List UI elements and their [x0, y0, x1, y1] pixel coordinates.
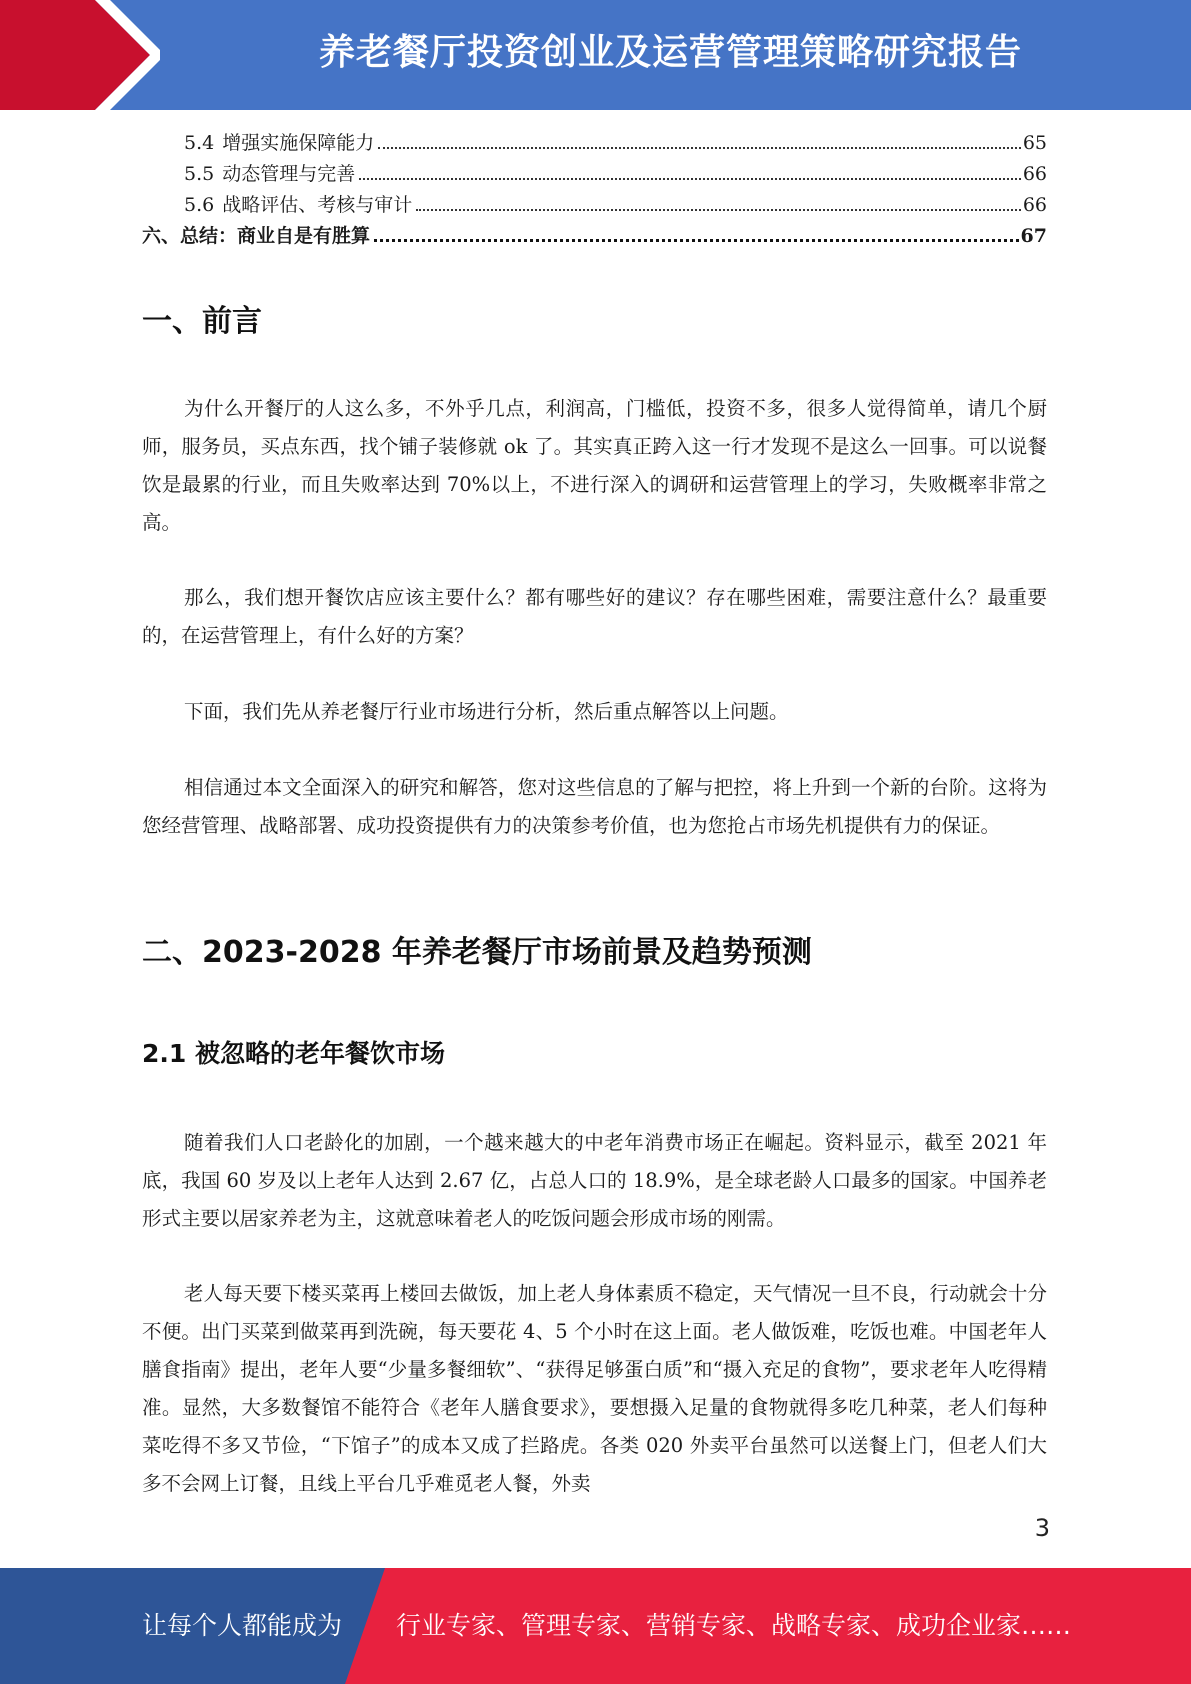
section-heading-market-outlook: 二、2023-2028 年养老餐厅市场前景及趋势预测: [142, 935, 812, 970]
paragraph: 为什么开餐厅的人这么多，不外乎几点，利润高，门槛低，投资不多，很多人觉得简单，请几个厨师，服务员，买点东西，找个铺子装修就 ok 了。其实真正跨入这一行才发现不是这么一回事。可以说餐饮是最累的行业，而且失败率达到 70%以上，不进行深入的调研和运营管理上的学习，失败概率非常之高。: [142, 397, 1047, 534]
paragraph: 老人每天要下楼买菜再上楼回去做饭，加上老人身体素质不稳定，天气情况一旦不良，行动就会十分不便。出门买菜到做菜再到洗碗，每天要花 4、5 个小时在这上面。老人做饭难，吃饭也难。中国老年人膳食指南》提出，老年人要“少量多餐细软”、“获得足够蛋白质”和“摄入充足的食物”，要求老年人吃得精准。显然，大多数餐馆不能符合《老年人膳食要求》，要想摄入足量的食物就得多吃几种菜，老人们每种菜吃得不多又节俭，“下馆子”的成本又成了拦路虎。各类 020 外卖平台虽然可以送餐上门，但老人们大多不会网上订餐，且线上平台几乎难觅老人餐，外卖: [142, 1282, 1047, 1495]
toc-dot-leader: [359, 178, 1021, 180]
footer-slogan-left: 让每个人都能成为: [142, 1611, 343, 1640]
toc-entry-page: 67: [1020, 225, 1047, 247]
footer-slogan-right: 行业专家、管理专家、营销专家、战略专家、成功企业家……: [396, 1611, 1072, 1640]
toc-entry[interactable]: [142, 159, 1047, 190]
toc-entry-number: 5.4: [184, 132, 215, 154]
toc-entry-number: 5.6: [184, 194, 215, 216]
section-heading-preface: 一、前言: [142, 304, 262, 339]
toc-entry-page: 65: [1022, 132, 1047, 154]
toc-dot-leader: [374, 239, 1019, 242]
toc-dot-leader: [378, 147, 1021, 149]
paragraph: 那么，我们想开餐饮店应该主要什么？都有哪些好的建议？存在哪些困难，需要注意什么？最重要的，在运营管理上，有什么好的方案？: [142, 586, 1047, 647]
document-title: 养老餐厅投资创业及运营管理策略研究报告: [318, 32, 1022, 73]
toc-dot-leader: [416, 209, 1021, 211]
toc-entry-title: 六、总结：商业自是有胜算: [142, 225, 371, 247]
toc-entry-chapter[interactable]: [142, 221, 1047, 252]
paragraph: 相信通过本文全面深入的研究和解答，您对这些信息的了解与把控，将上升到一个新的台阶。这将为您经营管理、战略部署、成功投资提供有力的决策参考价值，也为您抢占市场先机提供有力的保证。: [142, 776, 1047, 837]
toc-entry-page: 66: [1022, 163, 1047, 185]
paragraph: 下面，我们先从养老餐厅行业市场进行分析，然后重点解答以上问题。: [184, 700, 789, 723]
page-footer: [0, 1568, 1191, 1684]
paragraph: 随着我们人口老龄化的加剧，一个越来越大的中老年消费市场正在崛起。资料显示，截至 2021 年底，我国 60 岁及以上老年人达到 2.67 亿，占总人口的 18.9%，是全球老龄人口最多的国家。中国养老形式主要以居家养老为主，这就意味着老人的吃饭问题会形成市场的刚需。: [142, 1131, 1047, 1230]
table-of-contents: [142, 128, 1047, 252]
page-number: 3: [1034, 1514, 1050, 1542]
toc-entry[interactable]: [142, 128, 1047, 159]
toc-entry-title: 战略评估、考核与审计: [222, 194, 413, 216]
toc-entry-page: 66: [1022, 194, 1047, 216]
subsection-heading: 2.1 被忽略的老年餐饮市场: [142, 1039, 445, 1068]
toc-entry-title: 动态管理与完善: [222, 163, 356, 185]
toc-entry[interactable]: [142, 190, 1047, 221]
toc-entry-number: 5.5: [184, 163, 215, 185]
page-header: [0, 0, 1191, 110]
toc-entry-title: 增强实施保障能力: [222, 132, 375, 154]
